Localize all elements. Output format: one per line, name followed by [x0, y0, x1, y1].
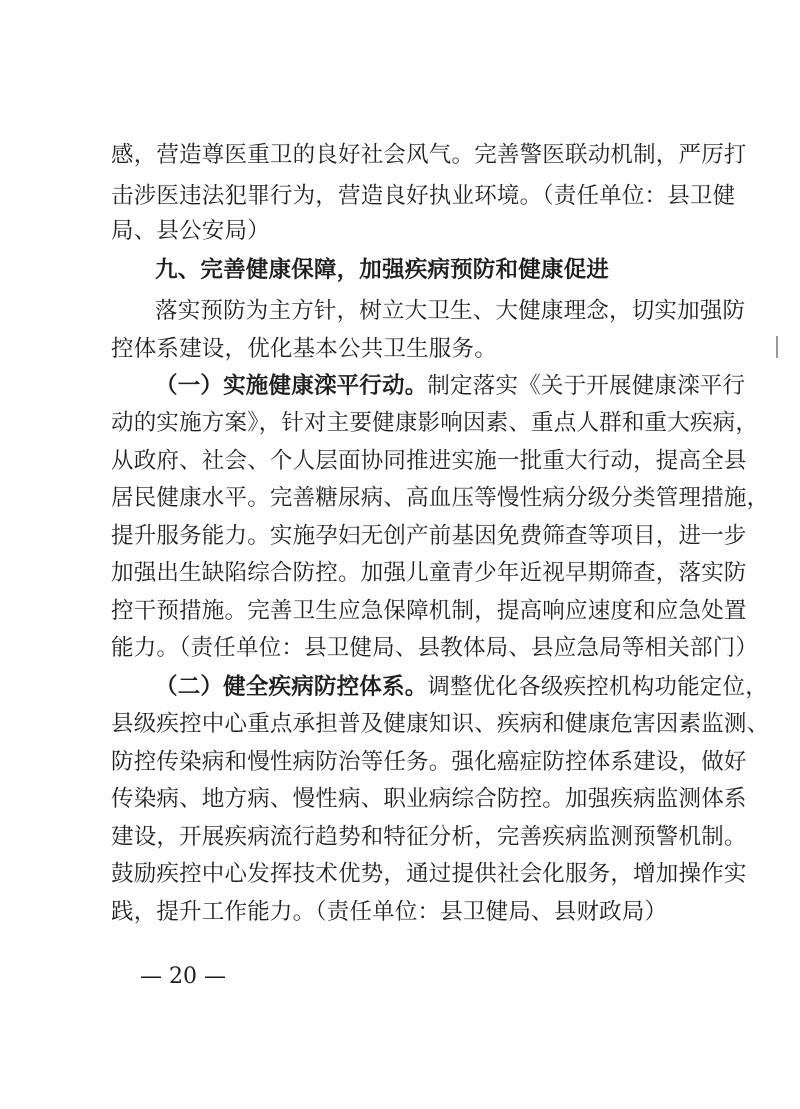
body-line: 落实预防为主方针，树立大卫生、大健康理念，切实加强防 [155, 298, 746, 324]
body-line: 控干预措施。完善卫生应急保障机制，提高响应速度和应急处置 [111, 598, 747, 624]
body-line: 传染病、地方病、慢性病、职业病综合防控。加强疾病监测体系 [111, 786, 747, 812]
body-line: 县级疾控中心重点承担普及健康知识、疾病和健康危害因素监测、 [111, 711, 770, 737]
body-line: 居民健康水平。完善糖尿病、高血压等慢性病分级分类管理措施， [111, 485, 770, 511]
body-line: 局、县公安局） [111, 218, 270, 244]
body-line: 能力。（责任单位：县卫健局、县教体局、县应急局等相关部门） [111, 635, 759, 661]
page-number: — 20 — [140, 964, 226, 989]
body-line: 鼓励疾控中心发挥技术优势，通过提供社会化服务，增加操作实 [111, 861, 747, 887]
body-line: 击涉医违法犯罪行为，营造良好执业环境。（责任单位：县卫健 [111, 183, 736, 209]
body-line: 防控传染病和慢性病防治等任务。强化癌症防控体系建设，做好 [111, 749, 747, 775]
margin-mark [776, 336, 778, 358]
subsection-title: （二）健全疾病防控体系。 [155, 674, 428, 700]
body-line: 加强出生缺陷综合防控。加强儿童青少年近视早期筛查，落实防 [111, 560, 747, 586]
body-line: 提升服务能力。实施孕妇无创产前基因免费筛查等项目，进一步 [111, 523, 747, 549]
section-heading: 九、完善健康保障，加强疾病预防和健康促进 [155, 257, 610, 283]
subsection-text: 调整优化各级疾控机构功能定位， [427, 674, 768, 700]
subsection-title: （一）实施健康滦平行动。 [155, 373, 428, 399]
body-line: 从政府、社会、个人层面协同推进实施一批重大行动，提高全县 [111, 448, 747, 474]
subsection-text: 制定落实《关于开展健康滦平行 [427, 373, 746, 399]
body-line: 践，提升工作能力。（责任单位：县卫健局、县财政局） [111, 899, 668, 925]
subsection-first-line [155, 672, 768, 702]
subsection-first-line [155, 371, 745, 401]
body-line: 控体系建设，优化基本公共卫生服务。 [111, 336, 497, 362]
body-line: 感，营造尊医重卫的良好社会风气。完善警医联动机制，严厉打 [111, 142, 747, 168]
body-line: 动的实施方案》，针对主要健康影响因素、重点人群和重大疾病， [111, 410, 759, 436]
body-line: 建设，开展疾病流行趋势和特征分析，完善疾病监测预警机制。 [111, 824, 747, 850]
